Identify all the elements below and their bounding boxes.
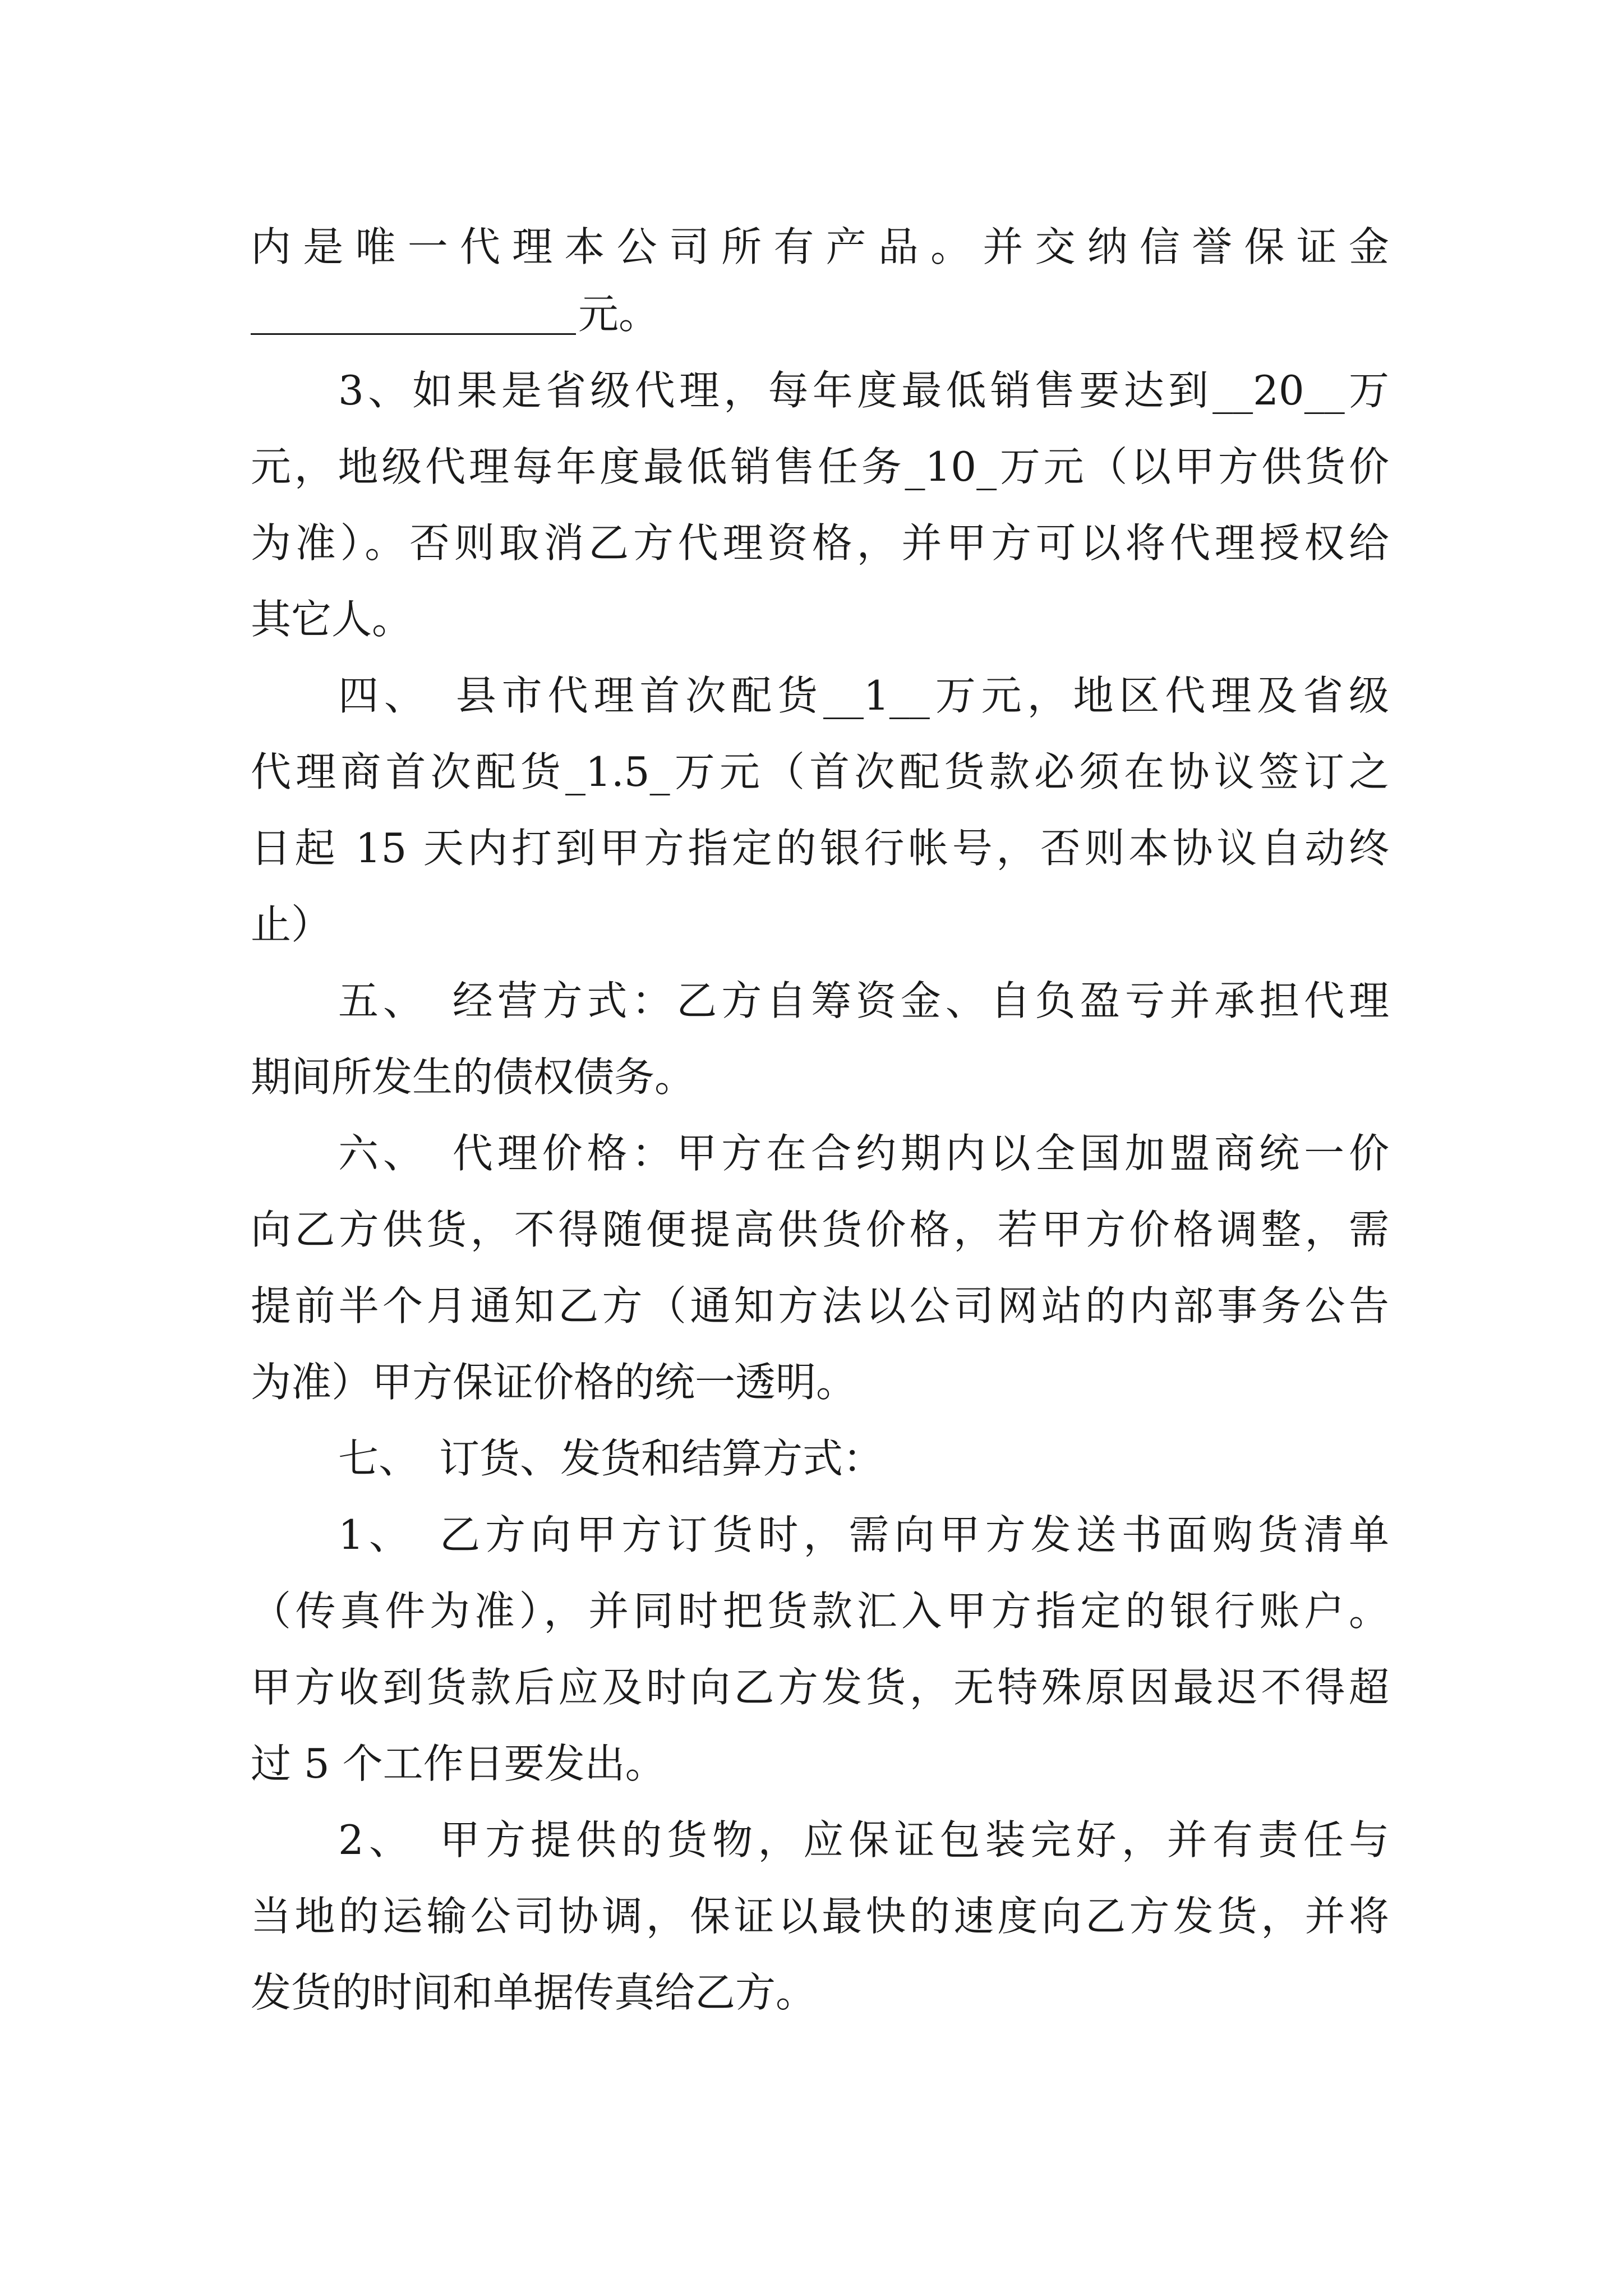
text-line: 七、 订货、发货和结算方式： [338, 1435, 884, 1482]
text-line: 甲方收到货款后应及时向乙方发货，无特殊原因最迟不得超 [251, 1664, 1389, 1711]
text-line: 过 5 个工作日要发出。 [251, 1740, 666, 1787]
text-line: （传真件为准），并同时把货款汇入甲方指定的银行账户。 [251, 1588, 1389, 1635]
text-line: 期间所发生的债权债务。 [251, 1053, 695, 1101]
text-line: 1、 乙方向甲方订货时，需向甲方发送书面购货清单 [338, 1511, 1389, 1558]
fill-in-blank [251, 293, 576, 335]
text-line: 向乙方供货，不得随便提高供货价格，若甲方价格调整，需 [251, 1206, 1389, 1253]
text-line: 五、 经营方式：乙方自筹资金、自负盈亏并承担代理 [338, 977, 1389, 1024]
text-line: 六、 代理价格：甲方在合约期内以全国加盟商统一价 [338, 1130, 1389, 1177]
text-line: 止） [251, 901, 332, 948]
text-line: 其它人。 [251, 596, 413, 643]
text-line: 3、如果是省级代理，每年度最低销售要达到__20__万 [338, 367, 1389, 414]
text-line-with-blank [251, 287, 659, 341]
text-line: 当地的运输公司协调，保证以最快的速度向乙方发货，并将 [251, 1893, 1389, 1940]
text-line: 发货的时间和单据传真给乙方。 [251, 1969, 817, 2016]
text-line: 代理商首次配货_1.5_万元（首次配货款必须在协议签订之 [251, 748, 1389, 795]
text-line: 内是唯一代理本公司所有产品。并交纳信誉保证金 [251, 223, 1389, 270]
text-line: 为准）甲方保证价格的统一透明。 [251, 1359, 857, 1406]
text-line: 2、 甲方提供的货物，应保证包装完好，并有责任与 [338, 1816, 1389, 1864]
text-line: 为准）。否则取消乙方代理资格，并甲方可以将代理授权给 [251, 519, 1389, 567]
text-line: 元，地级代理每年度最低销售任务_10_万元（以甲方供货价 [251, 443, 1389, 490]
text-fragment: 元。 [578, 291, 660, 338]
text-line: 日起 15 天内打到甲方指定的银行帐号，否则本协议自动终 [251, 825, 1389, 872]
text-line: 四、 县市代理首次配货__1__万元，地区代理及省级 [338, 672, 1389, 719]
text-line: 提前半个月通知乙方（通知方法以公司网站的内部事务公告 [251, 1282, 1389, 1329]
